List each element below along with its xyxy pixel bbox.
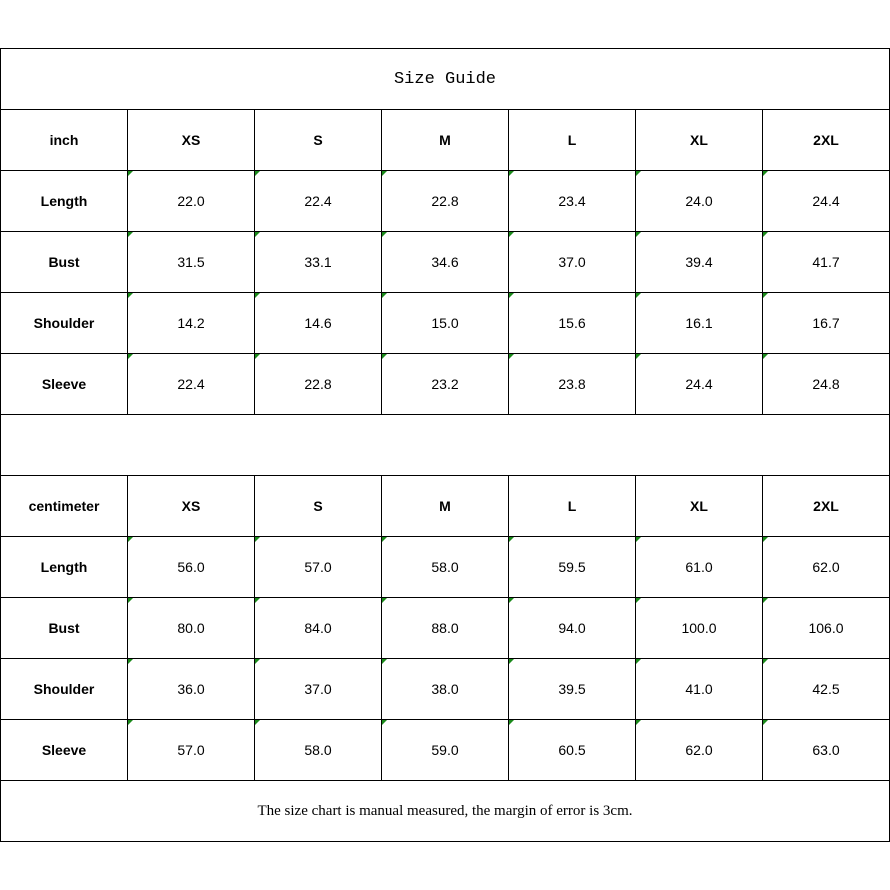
cell-marker-icon	[382, 293, 387, 298]
size-header: M	[382, 110, 509, 171]
size-header: XL	[636, 110, 763, 171]
size-header: M	[382, 476, 509, 537]
table-row	[1, 354, 890, 415]
cell-marker-icon	[255, 720, 260, 725]
row-label: Length	[1, 537, 128, 598]
cell-marker-icon	[636, 598, 641, 603]
measurement-cell	[128, 354, 255, 415]
cell-marker-icon	[763, 659, 768, 664]
table-row	[1, 537, 890, 598]
cell-marker-icon	[763, 354, 768, 359]
cell-value: 33.1	[304, 254, 332, 270]
cell-value: 22.4	[177, 376, 205, 392]
cell-marker-icon	[763, 171, 768, 176]
cell-value: 59.0	[431, 742, 459, 758]
cell-marker-icon	[509, 659, 514, 664]
cell-value: 22.8	[431, 193, 459, 209]
cell-marker-icon	[255, 293, 260, 298]
size-header: 2XL	[763, 476, 890, 537]
size-guide-title: Size Guide	[1, 49, 890, 110]
centimeter-header-row	[1, 476, 890, 537]
measurement-cell	[636, 659, 763, 720]
table-row	[1, 232, 890, 293]
measurement-cell	[382, 293, 509, 354]
cell-marker-icon	[509, 293, 514, 298]
cell-marker-icon	[763, 598, 768, 603]
row-label: Bust	[1, 232, 128, 293]
measurement-cell	[128, 232, 255, 293]
measurement-cell	[128, 293, 255, 354]
cell-value: 15.0	[431, 315, 459, 331]
cell-value: 38.0	[431, 681, 459, 697]
size-header: XS	[128, 110, 255, 171]
measurement-cell	[255, 598, 382, 659]
cell-marker-icon	[382, 232, 387, 237]
inch-header-row	[1, 110, 890, 171]
cell-value: 24.4	[685, 376, 713, 392]
measurement-cell	[255, 171, 382, 232]
table-row	[1, 598, 890, 659]
cell-value: 23.4	[558, 193, 586, 209]
cell-value: 41.7	[812, 254, 840, 270]
cell-marker-icon	[255, 598, 260, 603]
row-label: Shoulder	[1, 659, 128, 720]
row-label: Shoulder	[1, 293, 128, 354]
cell-value: 22.4	[304, 193, 332, 209]
measurement-cell	[636, 720, 763, 781]
measurement-cell	[128, 537, 255, 598]
cell-value: 60.5	[558, 742, 586, 758]
cell-marker-icon	[128, 171, 133, 176]
measurement-cell	[255, 293, 382, 354]
cell-marker-icon	[382, 354, 387, 359]
cell-marker-icon	[636, 232, 641, 237]
measurement-cell	[128, 659, 255, 720]
measurement-cell	[509, 537, 636, 598]
measurement-cell	[382, 659, 509, 720]
cell-marker-icon	[509, 232, 514, 237]
cell-marker-icon	[636, 537, 641, 542]
cell-marker-icon	[128, 537, 133, 542]
measurement-cell	[763, 720, 890, 781]
measurement-note: The size chart is manual measured, the margin of error is 3cm.	[1, 781, 890, 842]
table-row	[1, 659, 890, 720]
cell-marker-icon	[509, 537, 514, 542]
measurement-cell	[128, 598, 255, 659]
cell-marker-icon	[636, 720, 641, 725]
cell-value: 57.0	[304, 559, 332, 575]
title-row	[1, 49, 890, 110]
row-label: Sleeve	[1, 720, 128, 781]
measurement-cell	[763, 232, 890, 293]
measurement-cell	[509, 720, 636, 781]
measurement-cell	[509, 354, 636, 415]
cell-marker-icon	[128, 720, 133, 725]
measurement-cell	[636, 293, 763, 354]
size-header: S	[255, 110, 382, 171]
measurement-cell	[255, 537, 382, 598]
cell-value: 106.0	[808, 620, 844, 636]
cell-marker-icon	[382, 598, 387, 603]
measurement-cell	[763, 293, 890, 354]
cell-value: 94.0	[558, 620, 586, 636]
cell-value: 61.0	[685, 559, 713, 575]
row-label: Bust	[1, 598, 128, 659]
measurement-cell	[636, 537, 763, 598]
cell-marker-icon	[128, 232, 133, 237]
row-label: Length	[1, 171, 128, 232]
cell-value: 24.4	[812, 193, 840, 209]
cell-marker-icon	[128, 293, 133, 298]
size-header: XL	[636, 476, 763, 537]
cell-marker-icon	[763, 232, 768, 237]
cell-marker-icon	[763, 537, 768, 542]
size-header: 2XL	[763, 110, 890, 171]
cell-marker-icon	[509, 354, 514, 359]
cell-marker-icon	[128, 354, 133, 359]
unit-label-inch: inch	[1, 110, 128, 171]
measurement-cell	[382, 354, 509, 415]
measurement-cell	[509, 659, 636, 720]
measurement-cell	[382, 537, 509, 598]
cell-marker-icon	[509, 171, 514, 176]
size-header: L	[509, 110, 636, 171]
measurement-cell	[763, 171, 890, 232]
cell-marker-icon	[382, 171, 387, 176]
cell-value: 56.0	[177, 559, 205, 575]
measurement-cell	[128, 171, 255, 232]
measurement-cell	[382, 171, 509, 232]
measurement-cell	[636, 354, 763, 415]
measurement-cell	[636, 232, 763, 293]
spacer-cell	[1, 415, 890, 476]
cell-value: 23.8	[558, 376, 586, 392]
cell-value: 100.0	[681, 620, 717, 636]
table-row	[1, 171, 890, 232]
cell-marker-icon	[255, 232, 260, 237]
cell-value: 31.5	[177, 254, 205, 270]
cell-value: 41.0	[685, 681, 713, 697]
cell-marker-icon	[255, 354, 260, 359]
measurement-cell	[763, 537, 890, 598]
size-header: S	[255, 476, 382, 537]
measurement-cell	[255, 354, 382, 415]
cell-value: 39.4	[685, 254, 713, 270]
unit-label-centimeter: centimeter	[1, 476, 128, 537]
cell-value: 62.0	[685, 742, 713, 758]
measurement-cell	[763, 659, 890, 720]
cell-value: 24.8	[812, 376, 840, 392]
cell-value: 15.6	[558, 315, 586, 331]
cell-value: 80.0	[177, 620, 205, 636]
cell-value: 57.0	[177, 742, 205, 758]
cell-marker-icon	[128, 659, 133, 664]
table-row	[1, 293, 890, 354]
cell-marker-icon	[509, 720, 514, 725]
row-label: Sleeve	[1, 354, 128, 415]
cell-value: 36.0	[177, 681, 205, 697]
cell-value: 39.5	[558, 681, 586, 697]
note-row	[1, 781, 890, 842]
measurement-cell	[382, 720, 509, 781]
cell-value: 22.0	[177, 193, 205, 209]
cell-value: 58.0	[431, 559, 459, 575]
measurement-cell	[382, 598, 509, 659]
cell-marker-icon	[509, 598, 514, 603]
cell-marker-icon	[382, 659, 387, 664]
cell-value: 23.2	[431, 376, 459, 392]
cell-value: 62.0	[812, 559, 840, 575]
measurement-cell	[763, 354, 890, 415]
cell-value: 34.6	[431, 254, 459, 270]
measurement-cell	[509, 293, 636, 354]
measurement-cell	[509, 232, 636, 293]
cell-value: 37.0	[304, 681, 332, 697]
measurement-cell	[382, 232, 509, 293]
measurement-cell	[255, 659, 382, 720]
cell-value: 14.6	[304, 315, 332, 331]
cell-value: 59.5	[558, 559, 586, 575]
cell-marker-icon	[636, 354, 641, 359]
measurement-cell	[128, 720, 255, 781]
cell-marker-icon	[636, 293, 641, 298]
cell-value: 63.0	[812, 742, 840, 758]
measurement-cell	[636, 171, 763, 232]
measurement-cell	[509, 171, 636, 232]
cell-marker-icon	[128, 598, 133, 603]
cell-value: 16.7	[812, 315, 840, 331]
cell-value: 42.5	[812, 681, 840, 697]
measurement-cell	[255, 720, 382, 781]
cell-value: 24.0	[685, 193, 713, 209]
measurement-cell	[763, 598, 890, 659]
spacer-row	[1, 415, 890, 476]
size-guide-table	[0, 48, 890, 842]
cell-marker-icon	[763, 720, 768, 725]
table-row	[1, 720, 890, 781]
measurement-cell	[509, 598, 636, 659]
cell-value: 58.0	[304, 742, 332, 758]
cell-marker-icon	[382, 720, 387, 725]
measurement-cell	[636, 598, 763, 659]
cell-marker-icon	[382, 537, 387, 542]
cell-value: 84.0	[304, 620, 332, 636]
cell-marker-icon	[255, 659, 260, 664]
measurement-cell	[255, 232, 382, 293]
cell-marker-icon	[636, 659, 641, 664]
cell-value: 14.2	[177, 315, 205, 331]
size-header: XS	[128, 476, 255, 537]
cell-value: 88.0	[431, 620, 459, 636]
cell-marker-icon	[255, 171, 260, 176]
cell-value: 37.0	[558, 254, 586, 270]
cell-value: 16.1	[685, 315, 713, 331]
size-header: L	[509, 476, 636, 537]
cell-marker-icon	[255, 537, 260, 542]
cell-marker-icon	[636, 171, 641, 176]
cell-marker-icon	[763, 293, 768, 298]
cell-value: 22.8	[304, 376, 332, 392]
